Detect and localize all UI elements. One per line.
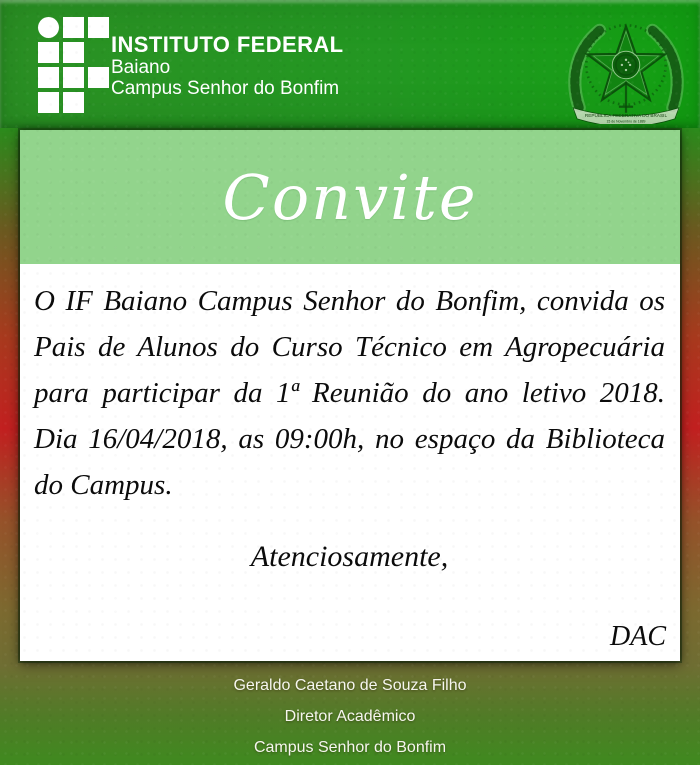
emblem-ribbon-text: REPÚBLICA FEDERATIVA DO BRASIL <box>584 112 668 118</box>
invitation-body-area <box>20 264 680 661</box>
closing-text: Atenciosamente, <box>250 540 449 573</box>
signature-text: DAC <box>610 621 666 652</box>
title-panel <box>20 130 680 264</box>
invitation-title: Convite <box>222 160 478 234</box>
institution-identity <box>111 33 344 99</box>
invitation-card <box>20 130 680 661</box>
footer-director-role: Diretor Acadêmico <box>284 708 416 725</box>
emblem-ribbon-date: 15 de Novembro de 1889 <box>606 119 646 124</box>
header-banner <box>0 0 700 128</box>
footer-director-name: Geraldo Caetano de Souza Filho <box>233 677 467 694</box>
footer <box>0 668 700 765</box>
org-name: INSTITUTO FEDERAL <box>111 32 344 57</box>
invitation-body-text: O IF Baiano Campus Senhor do Bonfim, convida os Pais de Alunos do Curso Técnico em Agropecuária para participar da 1ª Reunião do ano letivo 2018. Dia 16/04/2018, as 09:00h, no espaço da Biblioteca do Campus. <box>34 285 665 501</box>
if-logo-icon <box>38 17 109 113</box>
org-campus: Campus Senhor do Bonfim <box>111 78 340 99</box>
footer-campus: Campus Senhor do Bonfim <box>253 739 447 756</box>
brazil-coat-of-arms-icon <box>562 10 690 124</box>
org-state: Baiano <box>111 57 171 78</box>
